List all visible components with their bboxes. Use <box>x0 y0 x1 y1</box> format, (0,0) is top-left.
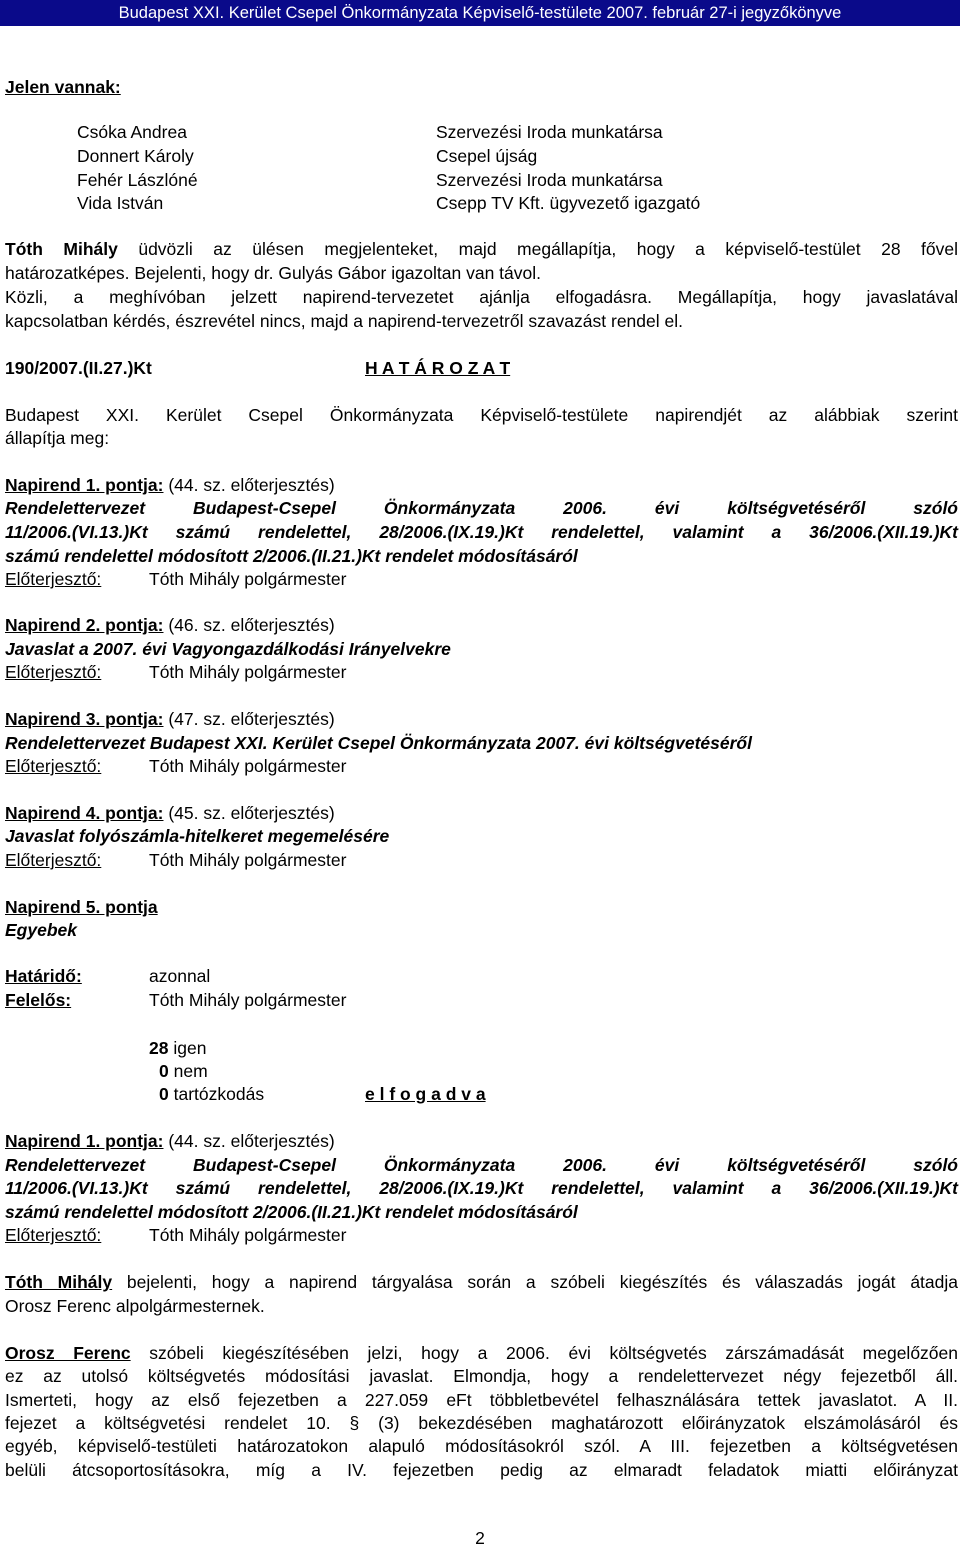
presenter-label: Előterjesztő: <box>5 756 102 776</box>
present-role: Szervezési Iroda munkatársa <box>436 170 663 190</box>
vote-label: tartózkodás <box>173 1084 265 1104</box>
resolution-number: 190/2007.(II.27.)Kt <box>5 358 152 378</box>
vote-result: e l f o g a d v a <box>365 1084 486 1104</box>
agenda-label: Napirend 1. pontja: <box>5 1131 164 1151</box>
resolution-text: állapítja meg: <box>5 428 110 448</box>
paragraph-line: egyéb, képviselő-testületi határozatokon alapuló módosításokról szól. A III. fejezetben a költségvetésen <box>5 1436 958 1456</box>
agenda-title: 11/2006.(VI.13.)Kt számú rendelettel, 28/2006.(IX.19.)Kt rendelettel, valamint a 36/2006.(XII.19.)Kt <box>5 1178 958 1198</box>
present-role: Csepp TV Kft. ügyvezető igazgató <box>436 193 701 213</box>
responsible-value: Tóth Mihály polgármester <box>149 990 347 1010</box>
speaker-name: Tóth Mihály <box>5 239 118 259</box>
presenter-name: Tóth Mihály polgármester <box>149 756 347 776</box>
speaker-name: Orosz Ferenc <box>5 1343 131 1363</box>
present-name: Donnert Károly <box>77 146 194 166</box>
agenda-title: Rendelettervezet Budapest-Csepel Önkormányzata 2006. évi költségvetéséről szóló <box>5 1155 958 1175</box>
agenda-title: 11/2006.(VI.13.)Kt számú rendelettel, 28/2006.(IX.19.)Kt rendelettel, valamint a 36/2006.(XII.19.)Kt <box>5 522 958 542</box>
resolution-title: H A T Á R O Z A T <box>365 358 511 378</box>
paragraph-line <box>5 1272 958 1293</box>
agenda-label: Napirend 1. pontja: <box>5 475 164 495</box>
paragraph-line: Orosz Ferenc alpolgármesternek. <box>5 1296 265 1316</box>
intro-text: üdvözli az ülésen megjelenteket, majd megállapítja, hogy a képviselő-testület 28 fővel <box>138 239 959 259</box>
agenda-title: számú rendelettel módosított 2/2006.(II.21.)Kt rendelet módosításáról <box>5 546 578 566</box>
presenter-name: Tóth Mihály polgármester <box>149 850 347 870</box>
presenter-name: Tóth Mihály polgármester <box>149 569 347 589</box>
paragraph-line: belüli átcsoportosításokra, míg a IV. fejezetben pedig az elmaradt feladatok miatti előirányzat <box>5 1460 958 1480</box>
agenda-label-line <box>5 803 335 824</box>
agenda-label: Napirend 5. pontja <box>5 897 158 917</box>
agenda-label: Napirend 2. pontja: <box>5 615 164 635</box>
agenda-title: Egyebek <box>5 920 77 940</box>
paragraph-text: szóbeli kiegészítésében jelzi, hogy a 2006. évi költségvetés zárszámadását megelőzően <box>149 1343 958 1363</box>
present-name: Csóka Andrea <box>77 122 187 142</box>
responsible-label: Felelős: <box>5 990 72 1010</box>
vote-count: 0 <box>159 1084 169 1104</box>
page-number: 2 <box>475 1528 485 1548</box>
presenter-label: Előterjesztő: <box>5 1225 102 1245</box>
resolution-text: Budapest XXI. Kerület Csepel Önkormányzata Képviselő-testülete napirendjét az alábbiak szerint <box>5 405 958 425</box>
agenda-label: Napirend 3. pontja: <box>5 709 164 729</box>
presenter-label: Előterjesztő: <box>5 569 102 589</box>
vote-count: 0 <box>159 1061 169 1081</box>
present-name: Fehér Lászlóné <box>77 170 198 190</box>
speaker-name: Tóth Mihály <box>5 1272 113 1292</box>
paragraph-line: ez az utolsó költségvetés módosítási javaslat. Elmondja, hogy a rendelettervezet négy fejezetből áll. <box>5 1366 958 1386</box>
agenda-label-line <box>5 615 335 636</box>
paragraph-line <box>5 1343 958 1364</box>
agenda-ref: (46. sz. előterjesztés) <box>168 615 335 635</box>
agenda-ref: (47. sz. előterjesztés) <box>168 709 335 729</box>
vote-label: igen <box>173 1038 207 1058</box>
agenda-title: Rendelettervezet Budapest XXI. Kerület Csepel Önkormányzata 2007. évi költségvetéséről <box>5 733 752 753</box>
intro-line: határozatképes. Bejelenti, hogy dr. Gulyás Gábor igazoltan van távol. <box>5 263 542 283</box>
deadline-value: azonnal <box>149 966 211 986</box>
intro-line: kapcsolatban kérdés, észrevétel nincs, majd a napirend-tervezetről szavazást rendel el. <box>5 311 683 331</box>
agenda-ref: (45. sz. előterjesztés) <box>168 803 335 823</box>
page-header: Budapest XXI. Kerület Csepel Önkormányzata Képviselő-testülete 2007. február 27-i jegyzőkönyve <box>0 0 960 26</box>
vote-abstain <box>159 1084 264 1105</box>
vote-yes <box>149 1038 206 1059</box>
agenda-title: Javaslat folyószámla-hitelkeret megemelésére <box>5 826 390 846</box>
present-heading: Jelen vannak: <box>5 77 121 97</box>
agenda-label-line <box>5 709 335 730</box>
agenda-label: Napirend 4. pontja: <box>5 803 164 823</box>
vote-count: 28 <box>149 1038 169 1058</box>
presenter-label: Előterjesztő: <box>5 850 102 870</box>
paragraph-text: bejelenti, hogy a napirend tárgyalása során a szóbeli kiegészítés és válaszadás jogát átadja <box>126 1272 958 1292</box>
present-role: Szervezési Iroda munkatársa <box>436 122 663 142</box>
agenda-ref: (44. sz. előterjesztés) <box>168 1131 335 1151</box>
present-name: Vida István <box>77 193 164 213</box>
presenter-name: Tóth Mihály polgármester <box>149 1225 347 1245</box>
agenda-label-line <box>5 475 335 496</box>
paragraph-line: fejezet a költségvetési rendelet 10. § (3) bekezdésében maghatározott előirányzatok elszámolásáról és <box>5 1413 958 1433</box>
vote-label: nem <box>173 1061 208 1081</box>
agenda-title: Rendelettervezet Budapest-Csepel Önkormányzata 2006. évi költségvetéséről szóló <box>5 498 958 518</box>
intro-line: Közli, a meghívóban jelzett napirend-tervezetet ajánlja elfogadásra. Megállapítja, hogy javaslatával <box>5 287 958 307</box>
deadline-label: Határidő: <box>5 966 82 986</box>
vote-no <box>159 1061 208 1082</box>
agenda-label-line <box>5 1131 335 1152</box>
present-role: Csepel újság <box>436 146 538 166</box>
agenda-title: számú rendelettel módosított 2/2006.(II.21.)Kt rendelet módosításáról <box>5 1202 578 1222</box>
presenter-label: Előterjesztő: <box>5 662 102 682</box>
agenda-ref: (44. sz. előterjesztés) <box>168 475 335 495</box>
paragraph-line: Ismerteti, hogy az első fejezetben a 227.059 eFt többletbevétel felhasználására tettek javaslatot. A II. <box>5 1390 958 1410</box>
agenda-title: Javaslat a 2007. évi Vagyongazdálkodási Irányelvekre <box>5 639 451 659</box>
presenter-name: Tóth Mihály polgármester <box>149 662 347 682</box>
intro-line <box>5 239 958 260</box>
